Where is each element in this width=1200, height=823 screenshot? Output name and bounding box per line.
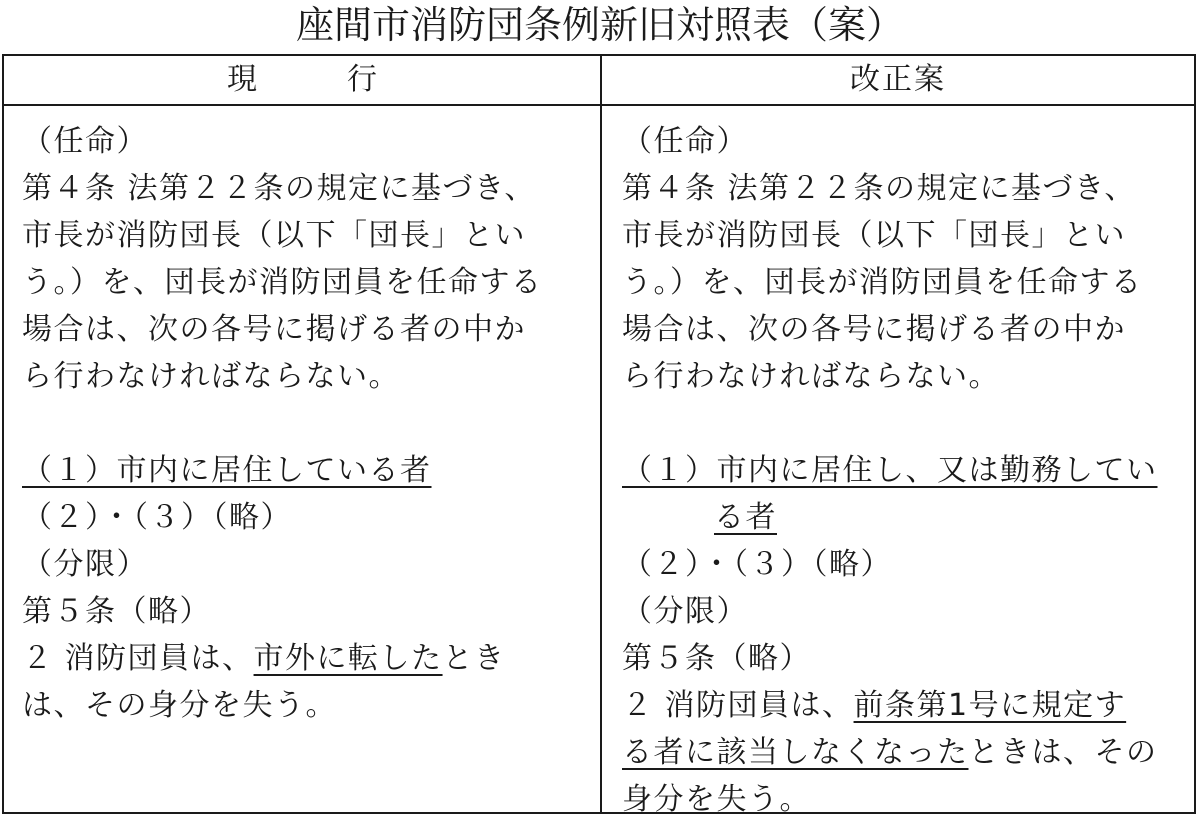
revised-items-2-3: （２）・（３）（略） bbox=[622, 547, 892, 582]
current-line: う。）を、団長が消防団員を任命する bbox=[22, 265, 543, 300]
revised-line: 身分を失う。 bbox=[622, 782, 811, 817]
revised-line: 第５条（略） bbox=[622, 641, 811, 676]
current-line: 第４条 法第２２条の規定に基づき、 bbox=[22, 171, 536, 206]
comparison-table bbox=[2, 54, 1196, 817]
text: ２ 消防団員は、 bbox=[22, 641, 254, 676]
document-title: 座間市消防団条例新旧対照表（案） bbox=[295, 3, 904, 47]
header-divider bbox=[4, 104, 1194, 106]
revised-line: 場合は、次の各号に掲げる者の中か bbox=[622, 312, 1126, 347]
current-line: 市長が消防団長（以下「団長」とい bbox=[22, 218, 526, 253]
blank-line bbox=[22, 400, 592, 447]
revised-line: 第４条 法第２２条の規定に基づき、 bbox=[622, 171, 1136, 206]
current-line: 第５条（略） bbox=[22, 594, 211, 629]
current-line: ら行わなければならない。 bbox=[22, 359, 400, 394]
current-line bbox=[22, 635, 592, 682]
underlined-text: る者に該当しなくなった bbox=[622, 735, 969, 770]
revised-line bbox=[622, 729, 1192, 776]
current-line: 場合は、次の各号に掲げる者の中か bbox=[22, 312, 526, 347]
text: ２ 消防団員は、 bbox=[622, 688, 854, 723]
header-current: 現 行 bbox=[227, 62, 407, 97]
revised-item-1 bbox=[622, 447, 1192, 494]
current-line: は、その身分を失う。 bbox=[22, 688, 337, 723]
revised-line bbox=[622, 682, 1192, 729]
header-revised: 改正案 bbox=[850, 62, 946, 97]
text: とき bbox=[442, 641, 506, 676]
revised-line: 市長が消防団長（以下「団長」とい bbox=[622, 218, 1126, 253]
revised-item-1-cont bbox=[622, 494, 1192, 541]
underlined-text: 前条第1号に規定す bbox=[853, 688, 1127, 723]
current-items-2-3: （２）・（３）（略） bbox=[22, 500, 292, 535]
text: ときは、その bbox=[968, 735, 1158, 770]
revised-line: （任命） bbox=[622, 124, 748, 159]
blank-line bbox=[622, 400, 1192, 447]
current-item-1 bbox=[22, 447, 592, 494]
revised-line: う。）を、団長が消防団員を任命する bbox=[622, 265, 1143, 300]
current-line: （分限） bbox=[22, 547, 148, 582]
underlined-text: （１）市内に居住している者 bbox=[22, 453, 432, 488]
underlined-text: 市外に転した bbox=[253, 641, 443, 676]
column-divider bbox=[600, 56, 602, 812]
underlined-text: （１）市内に居住し、又は勤務してい bbox=[622, 453, 1158, 488]
revised-line: （分限） bbox=[622, 594, 748, 629]
underlined-text: る者 bbox=[714, 500, 777, 535]
current-line: （任命） bbox=[22, 124, 148, 159]
current-column bbox=[22, 118, 592, 729]
revised-line: ら行わなければならない。 bbox=[622, 359, 1000, 394]
revised-column bbox=[622, 118, 1192, 823]
